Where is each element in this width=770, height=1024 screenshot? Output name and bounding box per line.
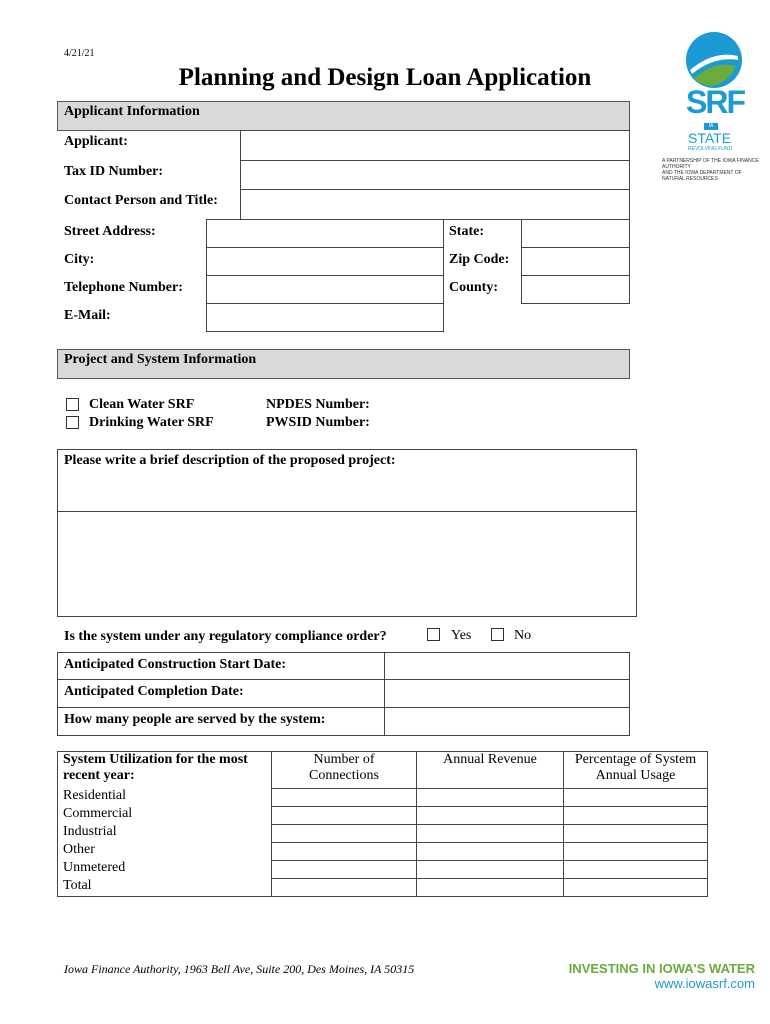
compliance-question: Is the system under any regulatory compliance order? (64, 629, 387, 644)
street-address-label: Street Address: (64, 224, 156, 239)
srf-logo-state: STATE (688, 130, 732, 146)
utilization-header-category: System Utilization for the most recent year: (58, 752, 272, 789)
tax-id-label: Tax ID Number: (64, 164, 164, 179)
completion-date-label: Anticipated Completion Date: (64, 684, 244, 699)
connections-cell[interactable] (272, 788, 417, 806)
usage-cell[interactable] (564, 788, 708, 806)
utilization-header-row (58, 752, 708, 789)
utilization-row-commercial (58, 806, 708, 824)
utilization-row-unmetered (58, 860, 708, 878)
pwsid-number-label: PWSID Number: (266, 415, 370, 430)
people-served-field[interactable] (384, 707, 630, 736)
project-description-header-box (57, 449, 637, 512)
drinking-water-checkbox[interactable] (66, 416, 79, 429)
logo-tagline-2: AND THE IOWA DEPARTMENT OF NATURAL RESOURCES (662, 170, 742, 182)
email-label: E-Mail: (64, 308, 111, 323)
start-date-label: Anticipated Construction Start Date: (64, 657, 287, 672)
drinking-water-label: Drinking Water SRF (89, 415, 214, 430)
project-section-header (57, 349, 630, 379)
srf-logo-ia: IA (704, 123, 718, 130)
applicant-field[interactable] (240, 130, 630, 161)
footer-slogan: INVESTING IN IOWA'S WATER (568, 961, 755, 976)
completion-date-label-cell (57, 679, 385, 708)
people-served-label-cell (57, 707, 385, 736)
contact-label: Contact Person and Title: (64, 193, 218, 208)
project-section-title: Project and System Information (64, 352, 257, 367)
revenue-cell[interactable] (417, 842, 564, 860)
connections-cell[interactable] (272, 806, 417, 824)
utilization-row-residential (58, 788, 708, 806)
utilization-row-label: Unmetered (58, 860, 272, 878)
page-title (0, 64, 770, 92)
revenue-cell[interactable] (417, 806, 564, 824)
city-label: City: (64, 252, 95, 267)
compliance-yes-label: Yes (451, 628, 472, 643)
utilization-row-label: Commercial (58, 806, 272, 824)
utilization-row-other (58, 842, 708, 860)
page-title-text: Planning and Design Loan Application (178, 64, 592, 91)
street-address-field[interactable] (206, 219, 444, 248)
usage-cell[interactable] (564, 878, 708, 896)
compliance-no-label: No (514, 628, 532, 643)
srf-logo-srf: SRF (686, 84, 744, 120)
compliance-yes-checkbox[interactable] (427, 628, 440, 641)
revenue-cell[interactable] (417, 788, 564, 806)
telephone-label: Telephone Number: (64, 280, 183, 295)
tax-id-field[interactable] (240, 160, 630, 190)
zip-code-label: Zip Code: (449, 252, 510, 267)
people-served-label: How many people are served by the system: (64, 712, 326, 727)
utilization-row-label: Industrial (58, 824, 272, 842)
footer-address: Iowa Finance Authority, 1963 Bell Ave, Suite 200, Des Moines, IA 50315 (64, 962, 415, 976)
state-field[interactable] (521, 219, 630, 248)
applicant-section-title: Applicant Information (64, 104, 200, 119)
logo-tagline-1: A PARTNERSHIP OF THE IOWA FINANCE AUTHORITY (662, 158, 759, 170)
utilization-header-revenue: Annual Revenue (417, 752, 564, 789)
usage-cell[interactable] (564, 860, 708, 878)
srf-logo (680, 30, 760, 170)
compliance-no-checkbox[interactable] (491, 628, 504, 641)
npdes-number-label: NPDES Number: (266, 397, 370, 412)
contact-field[interactable] (240, 189, 630, 220)
footer-website-link[interactable]: www.iowasrf.com (654, 976, 755, 991)
utilization-header-connections: Number of Connections (272, 752, 417, 789)
utilization-row-label: Residential (58, 788, 272, 806)
zip-code-field[interactable] (521, 247, 630, 276)
connections-cell[interactable] (272, 860, 417, 878)
applicant-label: Applicant: (64, 134, 128, 149)
telephone-field[interactable] (206, 275, 444, 304)
revenue-cell[interactable] (417, 878, 564, 896)
completion-date-field[interactable] (384, 679, 630, 708)
revenue-cell[interactable] (417, 824, 564, 842)
city-field[interactable] (206, 247, 444, 276)
srf-logo-globe (684, 30, 744, 90)
clean-water-checkbox[interactable] (66, 398, 79, 411)
utilization-row-industrial (58, 824, 708, 842)
utilization-header-usage: Percentage of System Annual Usage (564, 752, 708, 789)
utilization-row-total (58, 878, 708, 896)
utilization-row-label: Other (58, 842, 272, 860)
usage-cell[interactable] (564, 806, 708, 824)
revenue-cell[interactable] (417, 860, 564, 878)
clean-water-label: Clean Water SRF (89, 397, 195, 412)
project-description-field[interactable] (57, 511, 637, 617)
utilization-table (57, 751, 708, 897)
connections-cell[interactable] (272, 878, 417, 896)
usage-cell[interactable] (564, 824, 708, 842)
county-field[interactable] (521, 275, 630, 304)
state-label: State: (449, 224, 484, 239)
srf-logo-revolving: REVOLVING FUND (688, 146, 733, 152)
connections-cell[interactable] (272, 842, 417, 860)
email-field[interactable] (206, 303, 444, 332)
start-date-label-cell (57, 652, 385, 680)
applicant-section-header (57, 101, 630, 131)
logo-tagline (662, 158, 762, 182)
connections-cell[interactable] (272, 824, 417, 842)
start-date-field[interactable] (384, 652, 630, 680)
form-date: 4/21/21 (64, 48, 95, 59)
project-description-label: Please write a brief description of the proposed project: (64, 453, 396, 468)
utilization-row-label: Total (58, 878, 272, 896)
usage-cell[interactable] (564, 842, 708, 860)
county-label: County: (449, 280, 499, 295)
